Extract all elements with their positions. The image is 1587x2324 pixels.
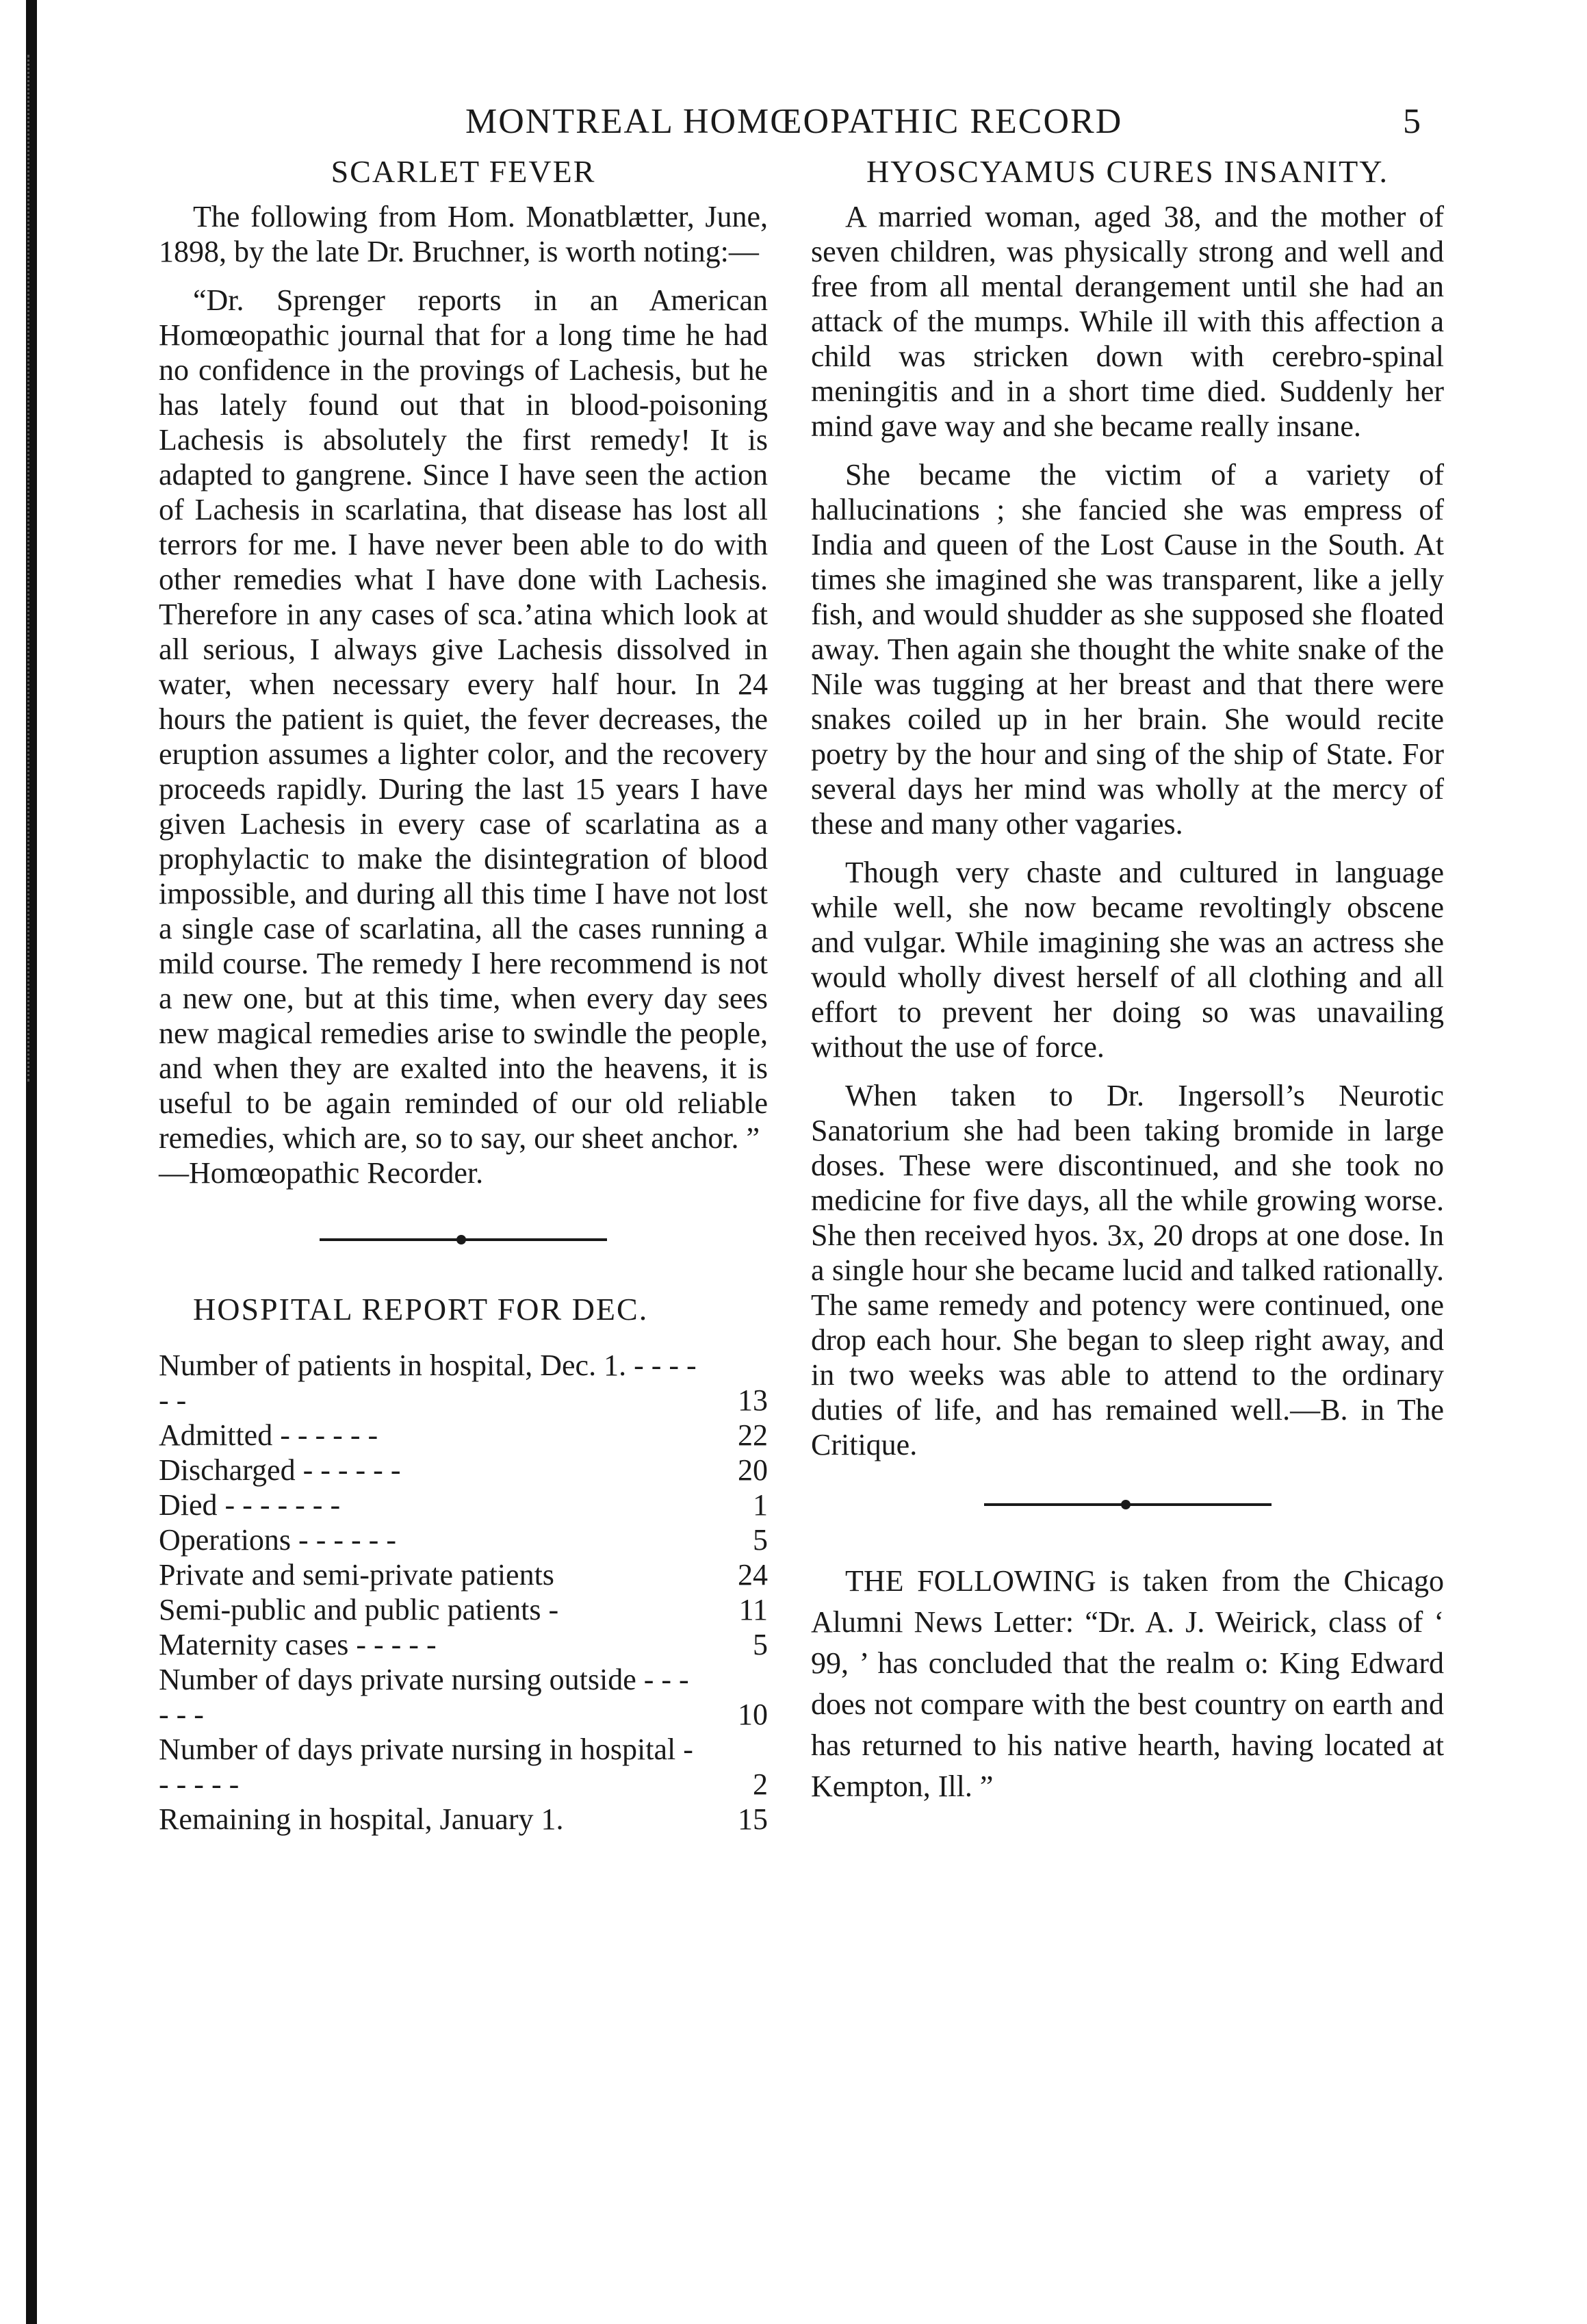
table-row xyxy=(159,1522,768,1557)
binding-dots xyxy=(27,55,31,1082)
scarlet-fever-article xyxy=(159,154,768,1190)
table-row xyxy=(159,1627,768,1662)
row-value: 11 xyxy=(738,1593,768,1626)
row-value: 5 xyxy=(753,1523,768,1557)
row-label: Admitted - - - - - - xyxy=(159,1418,378,1452)
row-value: 15 xyxy=(738,1802,768,1836)
scarlet-fever-attribution: —Homœopathic Recorder. xyxy=(159,1156,484,1190)
right-column xyxy=(811,154,1444,1821)
row-label: Maternity cases - - - - - xyxy=(159,1628,437,1661)
row-value: 1 xyxy=(753,1488,768,1522)
row-label: Semi-public and public patients - xyxy=(159,1593,559,1626)
row-value: 20 xyxy=(738,1453,768,1487)
row-value: 13 xyxy=(738,1383,768,1417)
row-label: Discharged - - - - - - xyxy=(159,1453,401,1487)
section-divider xyxy=(984,1503,1272,1506)
divider-dot xyxy=(456,1235,466,1244)
table-row xyxy=(159,1418,768,1453)
row-value: 5 xyxy=(753,1628,768,1661)
row-label: Remaining in hospital, January 1. xyxy=(159,1802,564,1836)
hyoscyamus-article xyxy=(811,154,1444,1462)
row-value: 24 xyxy=(738,1558,768,1592)
hyoscyamus-paragraph: She became the victim of a variety of hallucinations ; she fancied she was empress of India and queen of the Lost Cause in the South. At times she imagined she was transparent, like a jelly fish, and would shudder as she supposed she floated away. Then again she thought the white snake of the Nile was tugging at her breast and that there were snakes coiled up in her brain. She would recite poetry by the hour and sing of the ship of State. For several days her mind was wholly at the mercy of these and many other vagaries. xyxy=(811,458,1444,841)
hospital-report-table xyxy=(159,1348,768,1837)
following-note xyxy=(811,1561,1444,1807)
page-number: 5 xyxy=(1403,102,1422,141)
scarlet-fever-quote: “Dr. Sprenger reports in an American Homœopathic journal that for a long time he had no confidence in the provings of Lachesis, but he has lately found out that in blood-poisoning Lachesis is absolutely the first remedy! It is adapted to gangrene. Since I have seen the action of Lachesis in scarlatina, that disease has lost all terrors for me. I have never been able to do with other remedies what I have done with Lachesis. Therefore in any cases of sca.’atina which look at all serious, I always give Lachesis dissolved in water, when necessary every half hour. In 24 hours the patient is quiet, the fever decreases, the eruption assumes a lighter color, and the recovery proceeds rapidly. During the last 15 years I have given Lachesis in every case of scarlatina as a prophylactic to make the disintegration of blood impossible, and during all this time I have not lost a single case of scarlatina, all the cases running a mild course. The remedy I here recommend is not a new one, but at this time, when every day sees new magical remedies arise to swindle the people, and when they are exalted into the heavens, it is useful to be again reminded of our old reliable remedies, which are, so to say, our sheet anchor. ” xyxy=(159,283,768,1155)
table-row xyxy=(159,1592,768,1627)
section-divider xyxy=(320,1238,607,1241)
hospital-report xyxy=(159,1292,768,1837)
table-row xyxy=(159,1348,768,1418)
table-row xyxy=(159,1557,768,1592)
row-label: Number of patients in hospital, Dec. 1. - - - - - - xyxy=(159,1349,697,1417)
table-row xyxy=(159,1487,768,1522)
divider-dot xyxy=(1121,1500,1131,1509)
row-label: Number of days private nursing in hospital - - - - - - xyxy=(159,1733,693,1801)
row-label: Number of days private nursing outside - - - - - - xyxy=(159,1663,689,1731)
row-label: Private and semi-private patients xyxy=(159,1558,554,1592)
journal-title: MONTREAL HOMŒOPATHIC RECORD xyxy=(465,102,1123,141)
row-label: Operations - - - - - - xyxy=(159,1523,396,1557)
hyoscyamus-paragraph: A married woman, aged 38, and the mother of seven children, was physically strong and well and free from all mental derangement until she had an attack of the mumps. While ill with this affection a child was stricken down with cerebro-spinal meningitis and in a short time died. Suddenly her mind gave way and she became really insane. xyxy=(811,200,1444,443)
following-paragraph: THE FOLLOWING is taken from the Chicago Alumni News Letter: “Dr. A. J. Weirick, class of ‘ 99, ’ has concluded that the realm o: King Edward does not compare with the best country on earth and has returned to his native hearth, having located at Kempton, Ill. ” xyxy=(811,1564,1444,1803)
scarlet-fever-heading: SCARLET FEVER xyxy=(331,154,596,189)
row-label: Died - - - - - - - xyxy=(159,1488,341,1522)
scarlet-fever-intro: The following from Hom. Monatblætter, June, 1898, by the late Dr. Bruchner, is worth noting:— xyxy=(159,200,768,268)
table-row xyxy=(159,1802,768,1837)
row-value: 2 xyxy=(753,1767,768,1801)
table-row xyxy=(159,1662,768,1732)
hospital-report-heading: HOSPITAL REPORT FOR DEC. xyxy=(193,1292,649,1327)
row-value: 22 xyxy=(738,1418,768,1452)
hyoscyamus-paragraph: Though very chaste and cultured in language while well, she now became revoltingly obscene and vulgar. While imagining she was an actress she would wholly divest herself of all clothing and all effort to prevent her doing so was unavailing without the use of force. xyxy=(811,856,1444,1064)
table-row xyxy=(159,1732,768,1802)
left-column xyxy=(159,154,768,1837)
row-value: 10 xyxy=(738,1698,768,1731)
hyoscyamus-heading: HYOSCYAMUS CURES INSANITY. xyxy=(866,154,1389,189)
hyoscyamus-paragraph: When taken to Dr. Ingersoll’s Neurotic Sanatorium she had been taking bromide in large doses. These were discontinued, and she took no medicine for five days, all the while growing worse. She then received hyos. 3x, 20 drops at one dose. In a single hour she became lucid and talked rationally. The same remedy and potency were continued, one drop each hour. She began to sleep right away, and in two weeks was able to attend to the ordinary duties of life, and has remained well.—B. in The Critique. xyxy=(811,1079,1444,1461)
table-row xyxy=(159,1453,768,1487)
